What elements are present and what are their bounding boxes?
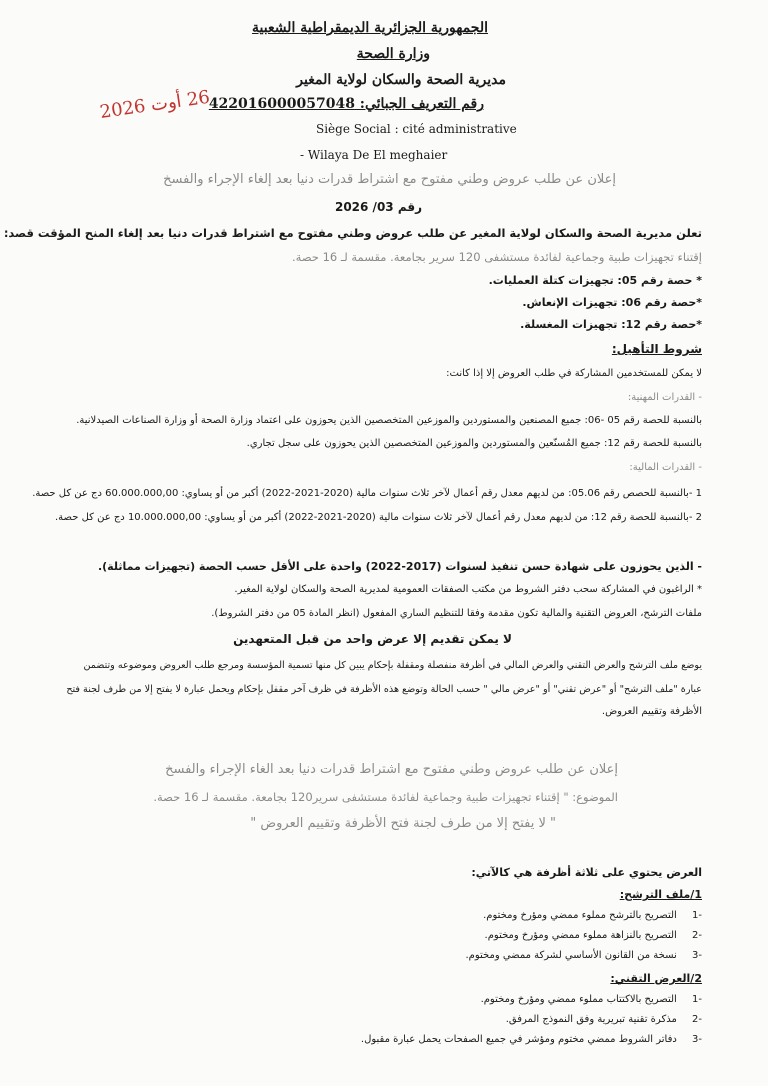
list-item	[361, 1034, 702, 1045]
list-item	[483, 910, 702, 921]
envelope-line: يوضع ملف الترشح والعرض التقني والعرض المالي في أظرفة منفصلة ومقفلة بإحكام يبين كل منها تسمية المؤسسة ومرجع طلب العروض وموضوعه وتتضمن	[83, 660, 702, 671]
list-number: -2	[692, 930, 702, 941]
list-text: مذكرة تقنية تبريرية وفق النموذج المرفق.	[505, 1014, 677, 1025]
professional-lot-12: بالنسبة للحصة رقم 12: جميع المُسنّعين والمستوردين والموزعين المتخصصين الذين يحوزون على سجل تجاري.	[246, 438, 702, 449]
envelope-model-subject: الموضوع: " إقتناء تجهيزات طبية وجماعية لفائدة مستشفى سرير120 بجامعة. مقسمة لـ 16 حصة.	[153, 790, 618, 804]
siege-social: Siège Social : cité administrative	[316, 122, 517, 136]
list-text: دفاتر الشروط ممضي مختوم ومؤشر في جميع الصفحات يحمل عبارة مقبول.	[360, 1034, 677, 1045]
envelope-model-note: " لا يفتح إلا من طرف لجنة فتح الأظرفة وتقييم العروض "	[250, 816, 556, 831]
submission-files: ملفات الترشح، العروض التقنية والمالية تكون مقدمة وفقا للتنظيم الساري المفعول (انظر المادة 05 من دفتر الشروط).	[211, 608, 702, 619]
offer-section-technical: 2/العرض التقني:	[610, 972, 702, 985]
one-offer-notice: لا يمكن تقديم إلا عرض واحد من قبل المتعهدين	[233, 632, 512, 646]
envelope-line: الأظرفة وتقييم العروض.	[601, 706, 702, 717]
technical-capacity: - الذين يحوزون على شهادة حسن تنفيذ لسنوات (2017-2022) واحدة على الأقل حسب الحصة (تجهيزات مماثلة).	[97, 560, 702, 573]
withdraw-specs: * الراغبون في المشاركة سحب دفتر الشروط من مكتب الصفقات العمومية لمديرية الصحة والسكان لولاية المغير.	[234, 584, 702, 595]
date-stamp: 26 أوت 2026	[98, 86, 212, 123]
list-text: نسخة من القانون الأساسي لشركة ممضي ومختوم.	[465, 950, 677, 961]
professional-lots-05-06: بالنسبة للحصة رقم 05 -06: جميع المصنعين والمستوردين والموزعين المتخصصين الذين يحوزون على اعتماد وزارة الصحة أو وزارة الصناعات الصيدلانية.	[76, 415, 702, 426]
ministry-heading: وزارة الصحة	[356, 46, 430, 62]
list-item	[465, 950, 702, 961]
list-text: التصريح بالنزاهة مملوء ممضي ومؤرخ ومختوم.	[484, 930, 677, 941]
list-item	[506, 1014, 702, 1025]
financial-heading: - القدرات المالية:	[629, 462, 702, 473]
list-number: -3	[692, 1034, 702, 1045]
list-number: -2	[692, 1014, 702, 1025]
qualification-intro: لا يمكن للمستخدمين المشاركة في طلب العروض إلا إذا كانت:	[446, 368, 702, 379]
announcement-subject: إقتناء تجهيزات طبية وجماعية لفائدة مستشفى 120 سرير بجامعة. مقسمة لـ 16 حصة.	[292, 250, 702, 264]
lot-item: * حصة رقم 05: تجهيزات كتلة العمليات.	[488, 274, 702, 287]
qualification-heading: شروط التأهيل:	[611, 342, 702, 356]
announcement-title: إعلان عن طلب عروض وطني مفتوح مع اشتراط قدرات دنيا بعد إلغاء الإجراء والفسخ	[163, 172, 616, 187]
list-number: -1	[692, 994, 702, 1005]
announcement-number: رقم 03/ 2026	[334, 200, 422, 214]
announcement-intro: تعلن مديرية الصحة والسكان لولاية المغير عن طلب عروض وطني مفتوح مع اشتراط قدرات دنيا بعد إلغاء المنح المؤقت قصد:	[3, 226, 702, 240]
tax-id: رقم التعريف الجبائي: 422016000057048	[208, 96, 484, 112]
offer-heading: العرض يحتوي على ثلاثة أظرفة هي كالآتي:	[471, 866, 702, 879]
list-text: التصريح بالاكتتاب مملوء ممضي ومؤرخ ومختوم.	[480, 994, 677, 1005]
wilaya-line: - Wilaya De El meghaier	[300, 148, 448, 162]
list-item	[481, 994, 702, 1005]
envelope-line: عبارة "ملف الترشح" أو "عرض تقني" أو "عرض مالي " حسب الحالة وتوضع هذه الأظرفة في ظرف آخر مقفل بإحكام ويحمل عبارة لا يفتح إلا من طرف لجنة فتح	[66, 684, 702, 695]
financial-lots-05-06: 1 -بالنسبة للحصص رقم 05.06: من لديهم معدل رقم أعمال لآخر ثلاث سنوات مالية (2020-2021-2022) أكبر من أو يساوي: 60.000.000,00 دج عن كل حصة.	[32, 488, 702, 499]
directorate-heading: مديرية الصحة والسكان لولاية المغير	[296, 72, 506, 88]
offer-section-candidature: 1/ملف الترشح:	[619, 888, 702, 901]
lot-item: *حصة رقم 12: تجهيزات المغسلة.	[520, 318, 702, 331]
list-text: التصريح بالترشح مملوء ممضي ومؤرخ ومختوم.	[483, 910, 677, 921]
list-item	[485, 930, 702, 941]
republic-heading: الجمهورية الجزائرية الديمقراطية الشعبية	[251, 20, 488, 36]
envelope-model-title: إعلان عن طلب عروض وطني مفتوح مع اشتراط قدرات دنيا بعد الغاء الإجراء والفسخ	[165, 762, 618, 777]
professional-heading: - القدرات المهنية:	[627, 392, 702, 403]
list-number: -3	[692, 950, 702, 961]
lot-item: *حصة رقم 06: تجهيزات الإنعاش.	[522, 296, 702, 309]
financial-lot-12: 2 -بالنسبة للحصة رقم 12: من لديهم معدل رقم أعمال لآخر ثلاث سنوات مالية (2020-2021-2022) أكبر من أو يساوي: 10.000.000,00 دج عن كل حصة.	[55, 512, 702, 523]
list-number: -1	[692, 910, 702, 921]
